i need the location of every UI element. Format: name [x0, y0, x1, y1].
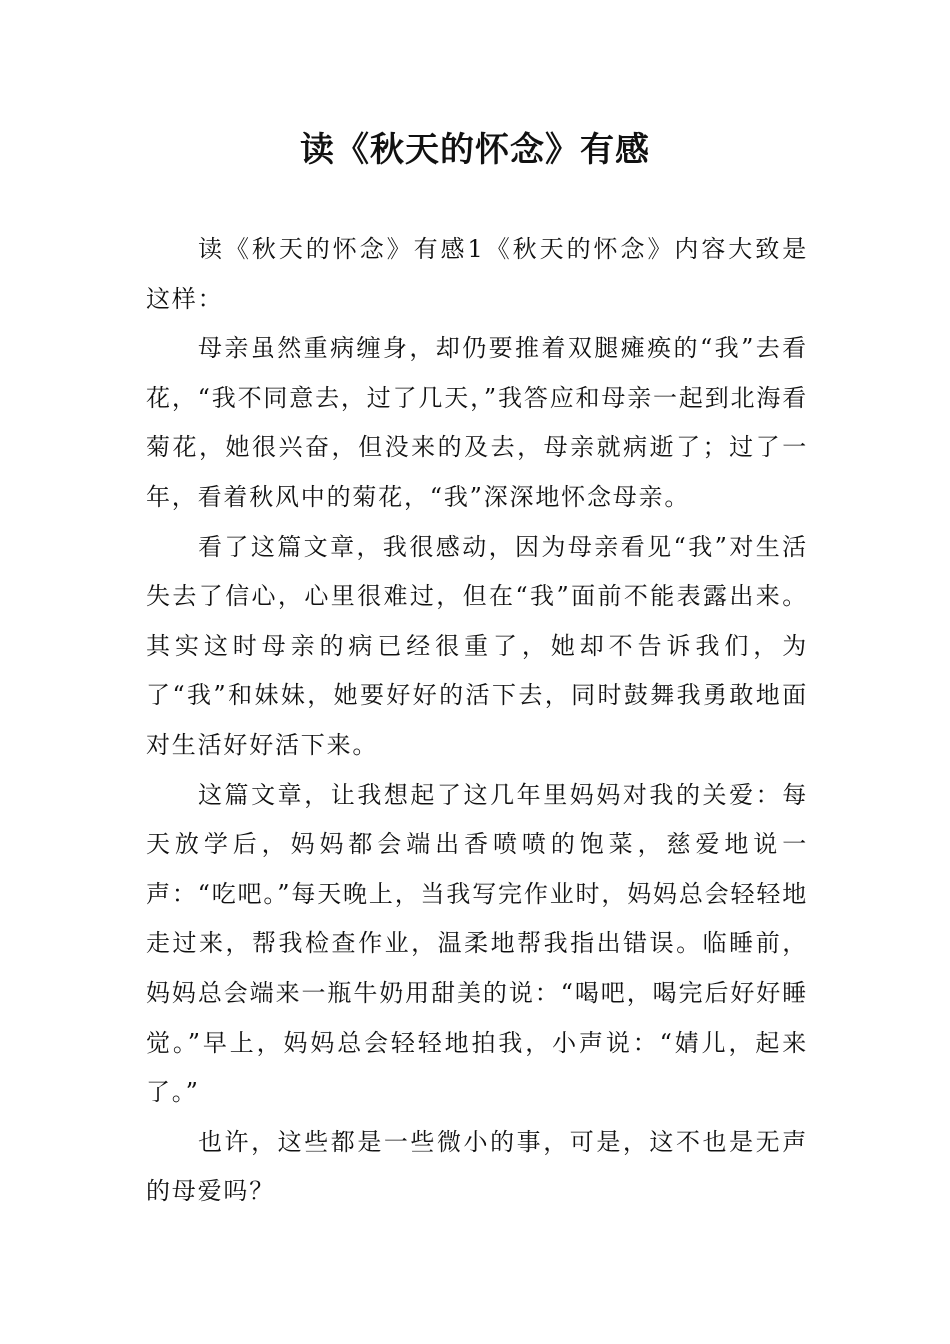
paragraph-2: 母亲虽然重病缠身，却仍要推着双腿瘫痪的“我”去看花，“我不同意去，过了几天，”我答应和母亲一起到北海看菊花，她很兴奋，但没来的及去，母亲就病逝了；过了一年，看着秋风中的菊花，“我”深深地怀念母亲。 [146, 334, 808, 511]
document-body [146, 225, 808, 1217]
paragraph-3: 看了这篇文章，我很感动，因为母亲看见“我”对生活失去了信心，心里很难过，但在“我”面前不能表露出来。其实这时母亲的病已经很重了，她却不告诉我们，为了“我”和妹妹，她要好好的活下去，同时鼓舞我勇敢地面对生活好好活下来。 [146, 532, 808, 759]
paragraph-4: 这篇文章，让我想起了这几年里妈妈对我的关爱：每天放学后，妈妈都会端出香喷喷的饱菜，慈爱地说一声：“吃吧。”每天晚上，当我写完作业时，妈妈总会轻轻地走过来，帮我检查作业，温柔地帮我指出错误。临睡前，妈妈总会端来一瓶牛奶用甜美的说：“喝吧，喝完后好好睡觉。”早上，妈妈总会轻轻地拍我，小声说：“婧儿，起来了。” [146, 780, 808, 1107]
document-title: 读《秋天的怀念》有感 [300, 130, 650, 170]
paragraph-1: 读《秋天的怀念》有感1《秋天的怀念》内容大致是这样： [146, 235, 808, 313]
paragraph-5: 也许，这些都是一些微小的事，可是，这不也是无声的母爱吗？ [146, 1127, 808, 1206]
